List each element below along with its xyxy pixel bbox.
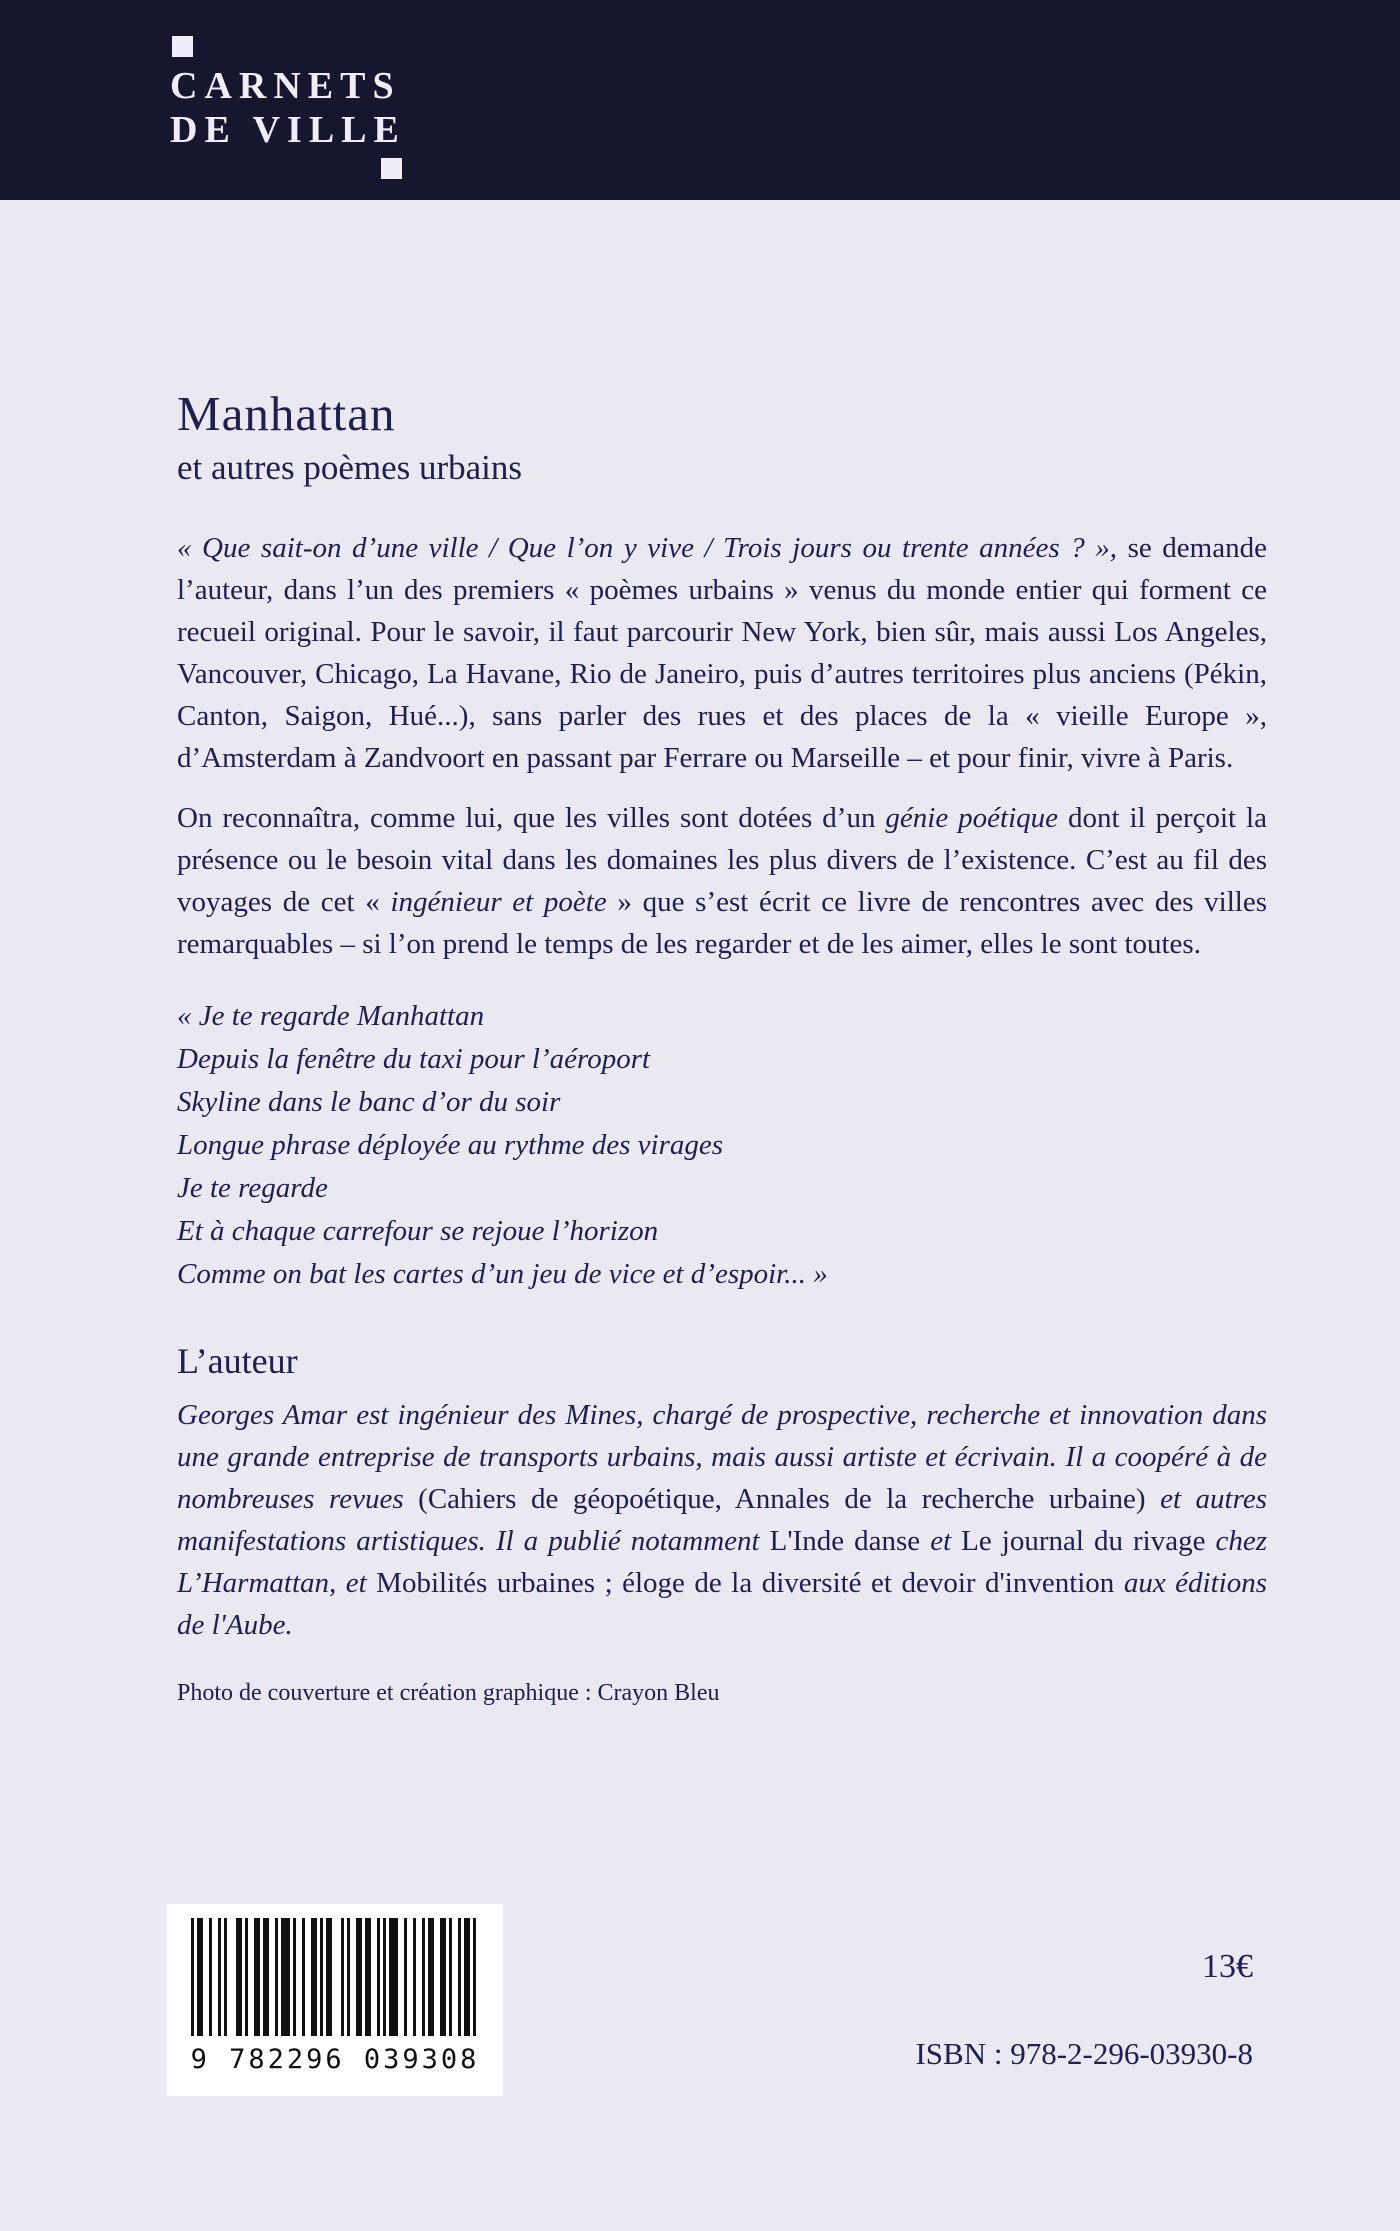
- poem-line: Skyline dans le banc d’or du soir: [177, 1085, 561, 1118]
- logo-line-1: CARNETS: [170, 65, 401, 107]
- collection-logo: [170, 36, 406, 179]
- paragraph-1: [177, 527, 1267, 779]
- barcode-digits: 9 782296 039308: [190, 2044, 480, 2075]
- cover-photo-credit: Photo de couverture et création graphique : Crayon Bleu: [177, 1679, 720, 1706]
- poem-line: Et à chaque carrefour se rejoue l’horizon: [177, 1214, 659, 1247]
- back-cover-text: [177, 388, 1267, 1707]
- isbn: ISBN : 978-2-296-03930-8: [915, 2036, 1253, 2071]
- author-bio-seg: et: [930, 1524, 962, 1557]
- poem-line: Je te regarde: [177, 1171, 328, 1204]
- barcode-bars-icon: [191, 1918, 479, 2036]
- paragraph-2-seg: génie poétique: [885, 801, 1059, 834]
- barcode-block: [167, 1904, 503, 2096]
- paragraph-2: [177, 797, 1267, 965]
- author-bio: [177, 1394, 1267, 1646]
- poem-excerpt: [177, 995, 1267, 1296]
- author-bio-seg: aux éditions de l'Aube.: [177, 1566, 1268, 1641]
- paragraph-1-rest: se demande l’auteur, dans l’un des premiers « poèmes urbains » venus du monde entier qui forment ce recueil original. Pour le savoir, il faut parcourir New York, bien sûr, mais aussi Los Angeles, Vancouver, Chicago, La Havane, Rio de Janeiro, puis d’autres territoires plus anciens (Pékin, Canton, Saigon, Hué...), sans parler des rues et des places de la « vieille Europe », d’Amsterdam à Zandvoort en passant par Ferrare ou Marseille – et pour finir, vivre à Paris.: [177, 531, 1267, 774]
- author-bio-seg: chez L’Harmattan, et: [177, 1524, 1268, 1599]
- poem-line: Depuis la fenêtre du taxi pour l’aéroport: [177, 1042, 651, 1075]
- poem-line: « Je te regarde Manhattan: [177, 999, 485, 1032]
- author-bio-seg: et autres manifestations artistiques. Il a publié notamment: [177, 1482, 1267, 1557]
- book-title: Manhattan: [177, 386, 396, 441]
- price: 13€: [1202, 1948, 1253, 1985]
- book-subtitle: et autres poèmes urbains: [177, 447, 523, 487]
- author-bio-seg: Mobilités urbaines ; éloge de la diversité et devoir d'invention: [376, 1566, 1124, 1599]
- paragraph-2-seg: dont il perçoit la présence ou le besoin vital dans les domaines les plus divers de l’existence. C’est au fil des voyages de cet «: [177, 801, 1267, 918]
- poem-line: Longue phrase déployée au rythme des virages: [177, 1128, 724, 1161]
- paragraph-2-seg: ingénieur et poète: [390, 885, 607, 918]
- author-bio-seg: (Cahiers de géopoétique, Annales de la recherche urbaine): [418, 1482, 1161, 1515]
- author-bio-seg: Le journal du rivage: [961, 1524, 1216, 1557]
- poem-line: Comme on bat les cartes d’un jeu de vice et d’espoir... »: [177, 1257, 828, 1290]
- logo-line-2: DE VILLE: [170, 109, 406, 151]
- author-bio-seg: L'Inde danse: [769, 1524, 931, 1557]
- header-band: [0, 0, 1400, 200]
- paragraph-2-seg: » que s’est écrit ce livre de rencontres avec des villes remarquables – si l’on prend le temps de les regarder et de les aimer, elles le sont toutes.: [177, 885, 1268, 960]
- author-section-heading: L’auteur: [177, 1340, 298, 1381]
- author-bio-seg: Georges Amar est ingénieur des Mines, chargé de prospective, recherche et innovation dans une grande entreprise de transports urbains, mais aussi artiste et écrivain. Il a coopéré à de nombreuses revues: [177, 1398, 1267, 1515]
- paragraph-1-quote: « Que sait-on d’une ville / Que l’on y vive / Trois jours ou trente années ? »,: [177, 531, 1128, 564]
- logo-square-top-icon: [172, 36, 193, 57]
- paragraph-2-seg: On reconnaîtra, comme lui, que les villes sont dotées d’un: [177, 801, 886, 834]
- logo-square-bottom-icon: [381, 158, 402, 179]
